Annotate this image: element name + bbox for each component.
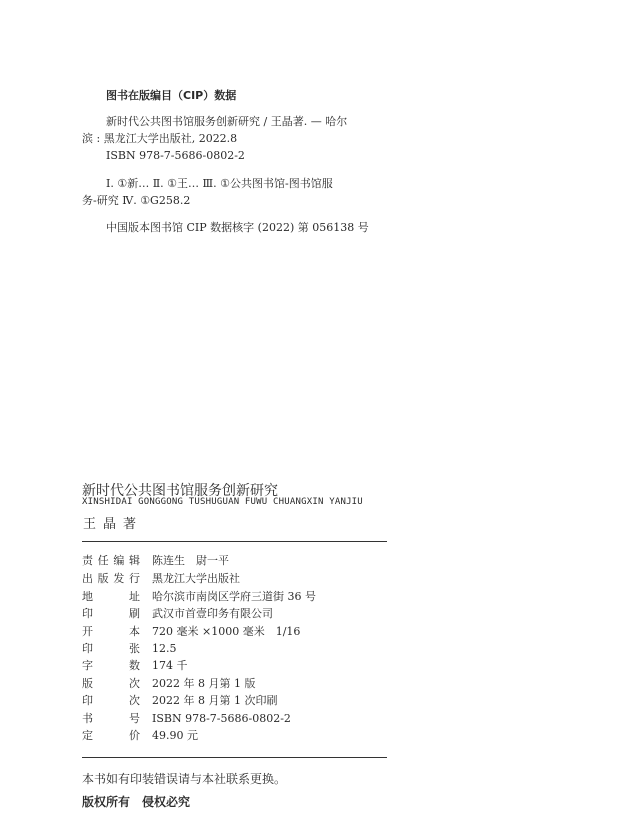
info-value: 哈尔滨市南岗区学府三道街 36 号 — [152, 590, 316, 603]
info-value: 12.5 — [152, 642, 177, 655]
info-row-sheets — [82, 640, 177, 658]
info-label: 印张 — [82, 642, 140, 655]
book-title-pinyin: XINSHIDAI GONGGONG TUSHUGUAN FUWU CHUANGXIN YANJIU — [82, 497, 363, 507]
cip-title-line: 新时代公共图书馆服务创新研究 / 王晶著. — 哈尔 — [106, 115, 348, 128]
info-row-edition — [82, 675, 255, 693]
book-title: 新时代公共图书馆服务创新研究 — [82, 483, 278, 499]
info-value: 陈连生 尉一平 — [152, 554, 229, 567]
cip-heading: 图书在版编目（CIP）数据 — [106, 89, 237, 102]
cip-classification-cont: 务-研究 Ⅳ. ①G258.2 — [82, 194, 191, 207]
info-value: 174 千 — [152, 659, 188, 672]
info-label: 书号 — [82, 712, 140, 725]
cip-isbn-line: ISBN 978-7-5686-0802-2 — [106, 149, 245, 162]
cip-record-number: 中国版本图书馆 CIP 数据核字 (2022) 第 056138 号 — [106, 221, 369, 234]
info-label: 定价 — [82, 729, 140, 742]
info-row-wordcount — [82, 657, 188, 675]
divider-bottom — [82, 757, 387, 758]
info-value: 武汉市首壹印务有限公司 — [152, 607, 273, 620]
info-label: 印次 — [82, 694, 140, 707]
cip-classification-line: Ⅰ. ①新… Ⅱ. ①王… Ⅲ. ①公共图书馆-图书馆服 — [106, 177, 333, 190]
book-author: 王晶著 — [83, 517, 144, 532]
info-label: 字数 — [82, 659, 140, 672]
info-row-editor — [82, 552, 229, 570]
info-value: 49.90 元 — [152, 729, 198, 742]
info-row-price — [82, 727, 198, 745]
info-row-printing — [82, 692, 277, 710]
divider-top — [82, 541, 387, 542]
info-label: 版次 — [82, 677, 140, 690]
info-row-address — [82, 588, 316, 606]
info-value: 2022 年 8 月第 1 次印刷 — [152, 694, 278, 707]
info-value: 黑龙江大学出版社 — [152, 572, 240, 585]
info-row-isbn — [82, 710, 291, 728]
info-label: 地址 — [82, 590, 140, 603]
info-label: 印刷 — [82, 607, 140, 620]
info-label: 开本 — [82, 625, 140, 638]
info-label: 出版发行 — [82, 572, 140, 585]
info-row-publisher — [82, 570, 240, 588]
info-row-printer — [82, 605, 273, 623]
info-value: 720 毫米 ×1000 毫米 1/16 — [152, 625, 301, 638]
info-value: 2022 年 8 月第 1 版 — [152, 677, 256, 690]
info-row-format — [82, 623, 300, 641]
copyright-notice: 版权所有 侵权必究 — [82, 795, 191, 809]
cip-publisher-line: 滨 : 黑龙江大学出版社, 2022.8 — [82, 132, 238, 145]
info-label: 责任编辑 — [82, 554, 140, 567]
replacement-note: 本书如有印装错误请与本社联系更换。 — [82, 772, 287, 786]
info-value: ISBN 978-7-5686-0802-2 — [152, 712, 291, 725]
